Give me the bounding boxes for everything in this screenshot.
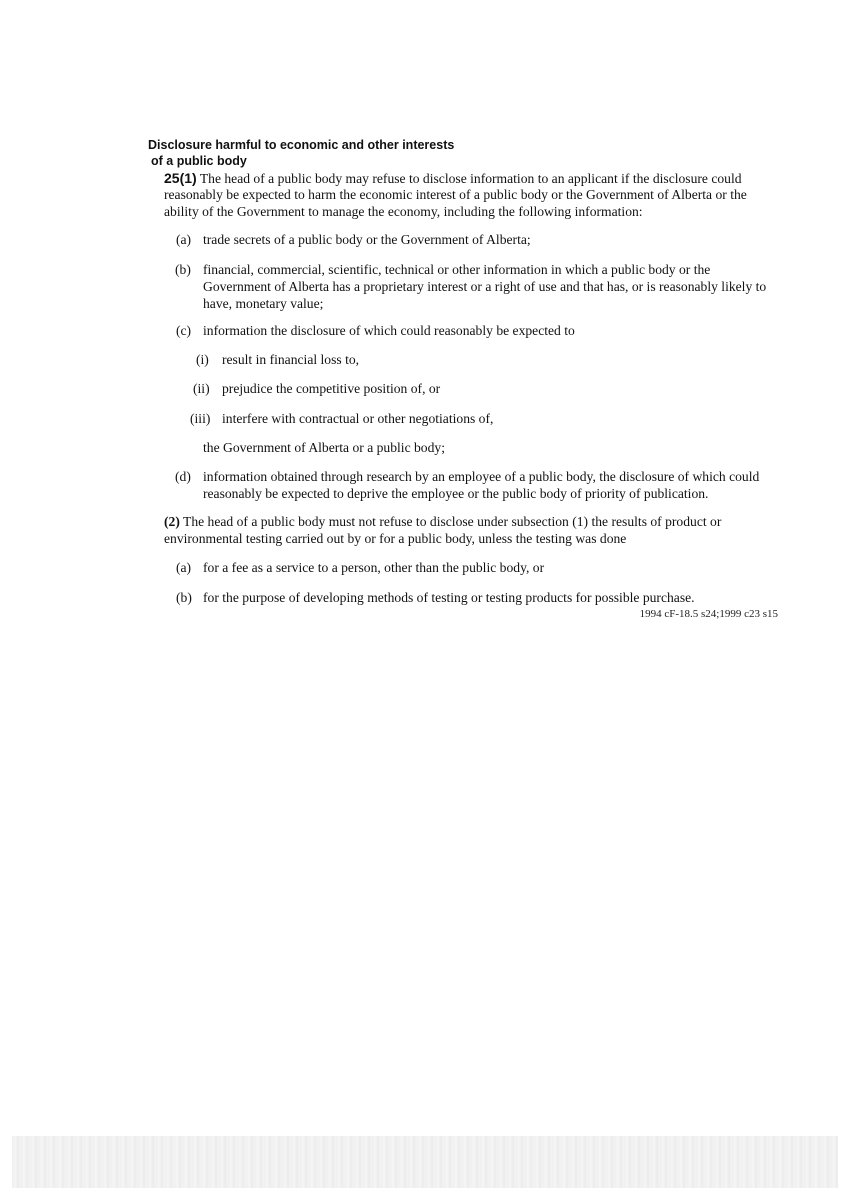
item-d-line-1: information obtained through research by an employee of a public body, the disclosure of which could: [203, 469, 760, 484]
subsection-2-line-1-text: The head of a public body must not refuse to disclose under subsection (1) the results of product or: [183, 514, 722, 529]
item-a-text: trade secrets of a public body or the Government of Alberta;: [203, 232, 531, 247]
scan-artifact-strip: [12, 1136, 838, 1188]
item-c-i-text: result in financial loss to,: [222, 352, 360, 367]
heading-line-2: of a public body: [151, 154, 247, 168]
section-number: 25(1): [164, 170, 197, 186]
intro-line-1-text: The head of a public body may refuse to disclose information to an applicant if the disclosure could: [199, 171, 742, 186]
item-c-ii-label: (ii): [193, 381, 210, 396]
subsection-2-item-b-label: (b): [176, 590, 192, 605]
legislative-citation: 1994 cF-18.5 s24;1999 c23 s15: [639, 608, 778, 620]
item-d-label: (d): [175, 469, 191, 484]
item-c-closing: the Government of Alberta or a public body;: [203, 440, 445, 455]
item-c-i-label: (i): [196, 352, 209, 367]
subsection-2-item-a-text: for a fee as a service to a person, other than the public body, or: [203, 560, 545, 575]
subsection-2-number: (2): [164, 514, 180, 529]
item-b-label: (b): [175, 262, 191, 277]
intro-line-1: [164, 170, 742, 188]
item-c-text: information the disclosure of which could reasonably be expected to: [203, 323, 575, 338]
subsection-2-line-1: [164, 514, 721, 531]
item-c-ii-text: prejudice the competitive position of, or: [222, 381, 441, 396]
subsection-2-line-2: environmental testing carried out by or for a public body, unless the testing was done: [164, 531, 627, 546]
item-b-line-2: Government of Alberta has a proprietary interest or a right of use and that has, or is reasonably likely to: [203, 279, 767, 294]
intro-line-3: ability of the Government to manage the economy, including the following information:: [164, 204, 643, 219]
item-b-line-1: financial, commercial, scientific, technical or other information in which a public body or the: [203, 262, 711, 277]
item-d-line-2: reasonably be expected to deprive the employee or the public body of priority of publication.: [203, 486, 709, 501]
section-heading: [148, 137, 508, 169]
heading-line-1: Disclosure harmful to economic and other interests: [148, 138, 455, 152]
item-a-label: (a): [176, 232, 192, 247]
item-c-iii-label: (iii): [190, 411, 211, 426]
subsection-2-item-b-text: for the purpose of developing methods of testing or testing products for possible purchase.: [203, 590, 695, 605]
item-c-iii-text: interfere with contractual or other negotiations of,: [222, 411, 494, 426]
item-b-line-3: have, monetary value;: [203, 296, 324, 311]
intro-line-2: reasonably be expected to harm the economic interest of a public body or the Government of Alberta or the: [164, 187, 747, 202]
item-c-label: (c): [176, 323, 192, 338]
subsection-2-item-a-label: (a): [176, 560, 192, 575]
